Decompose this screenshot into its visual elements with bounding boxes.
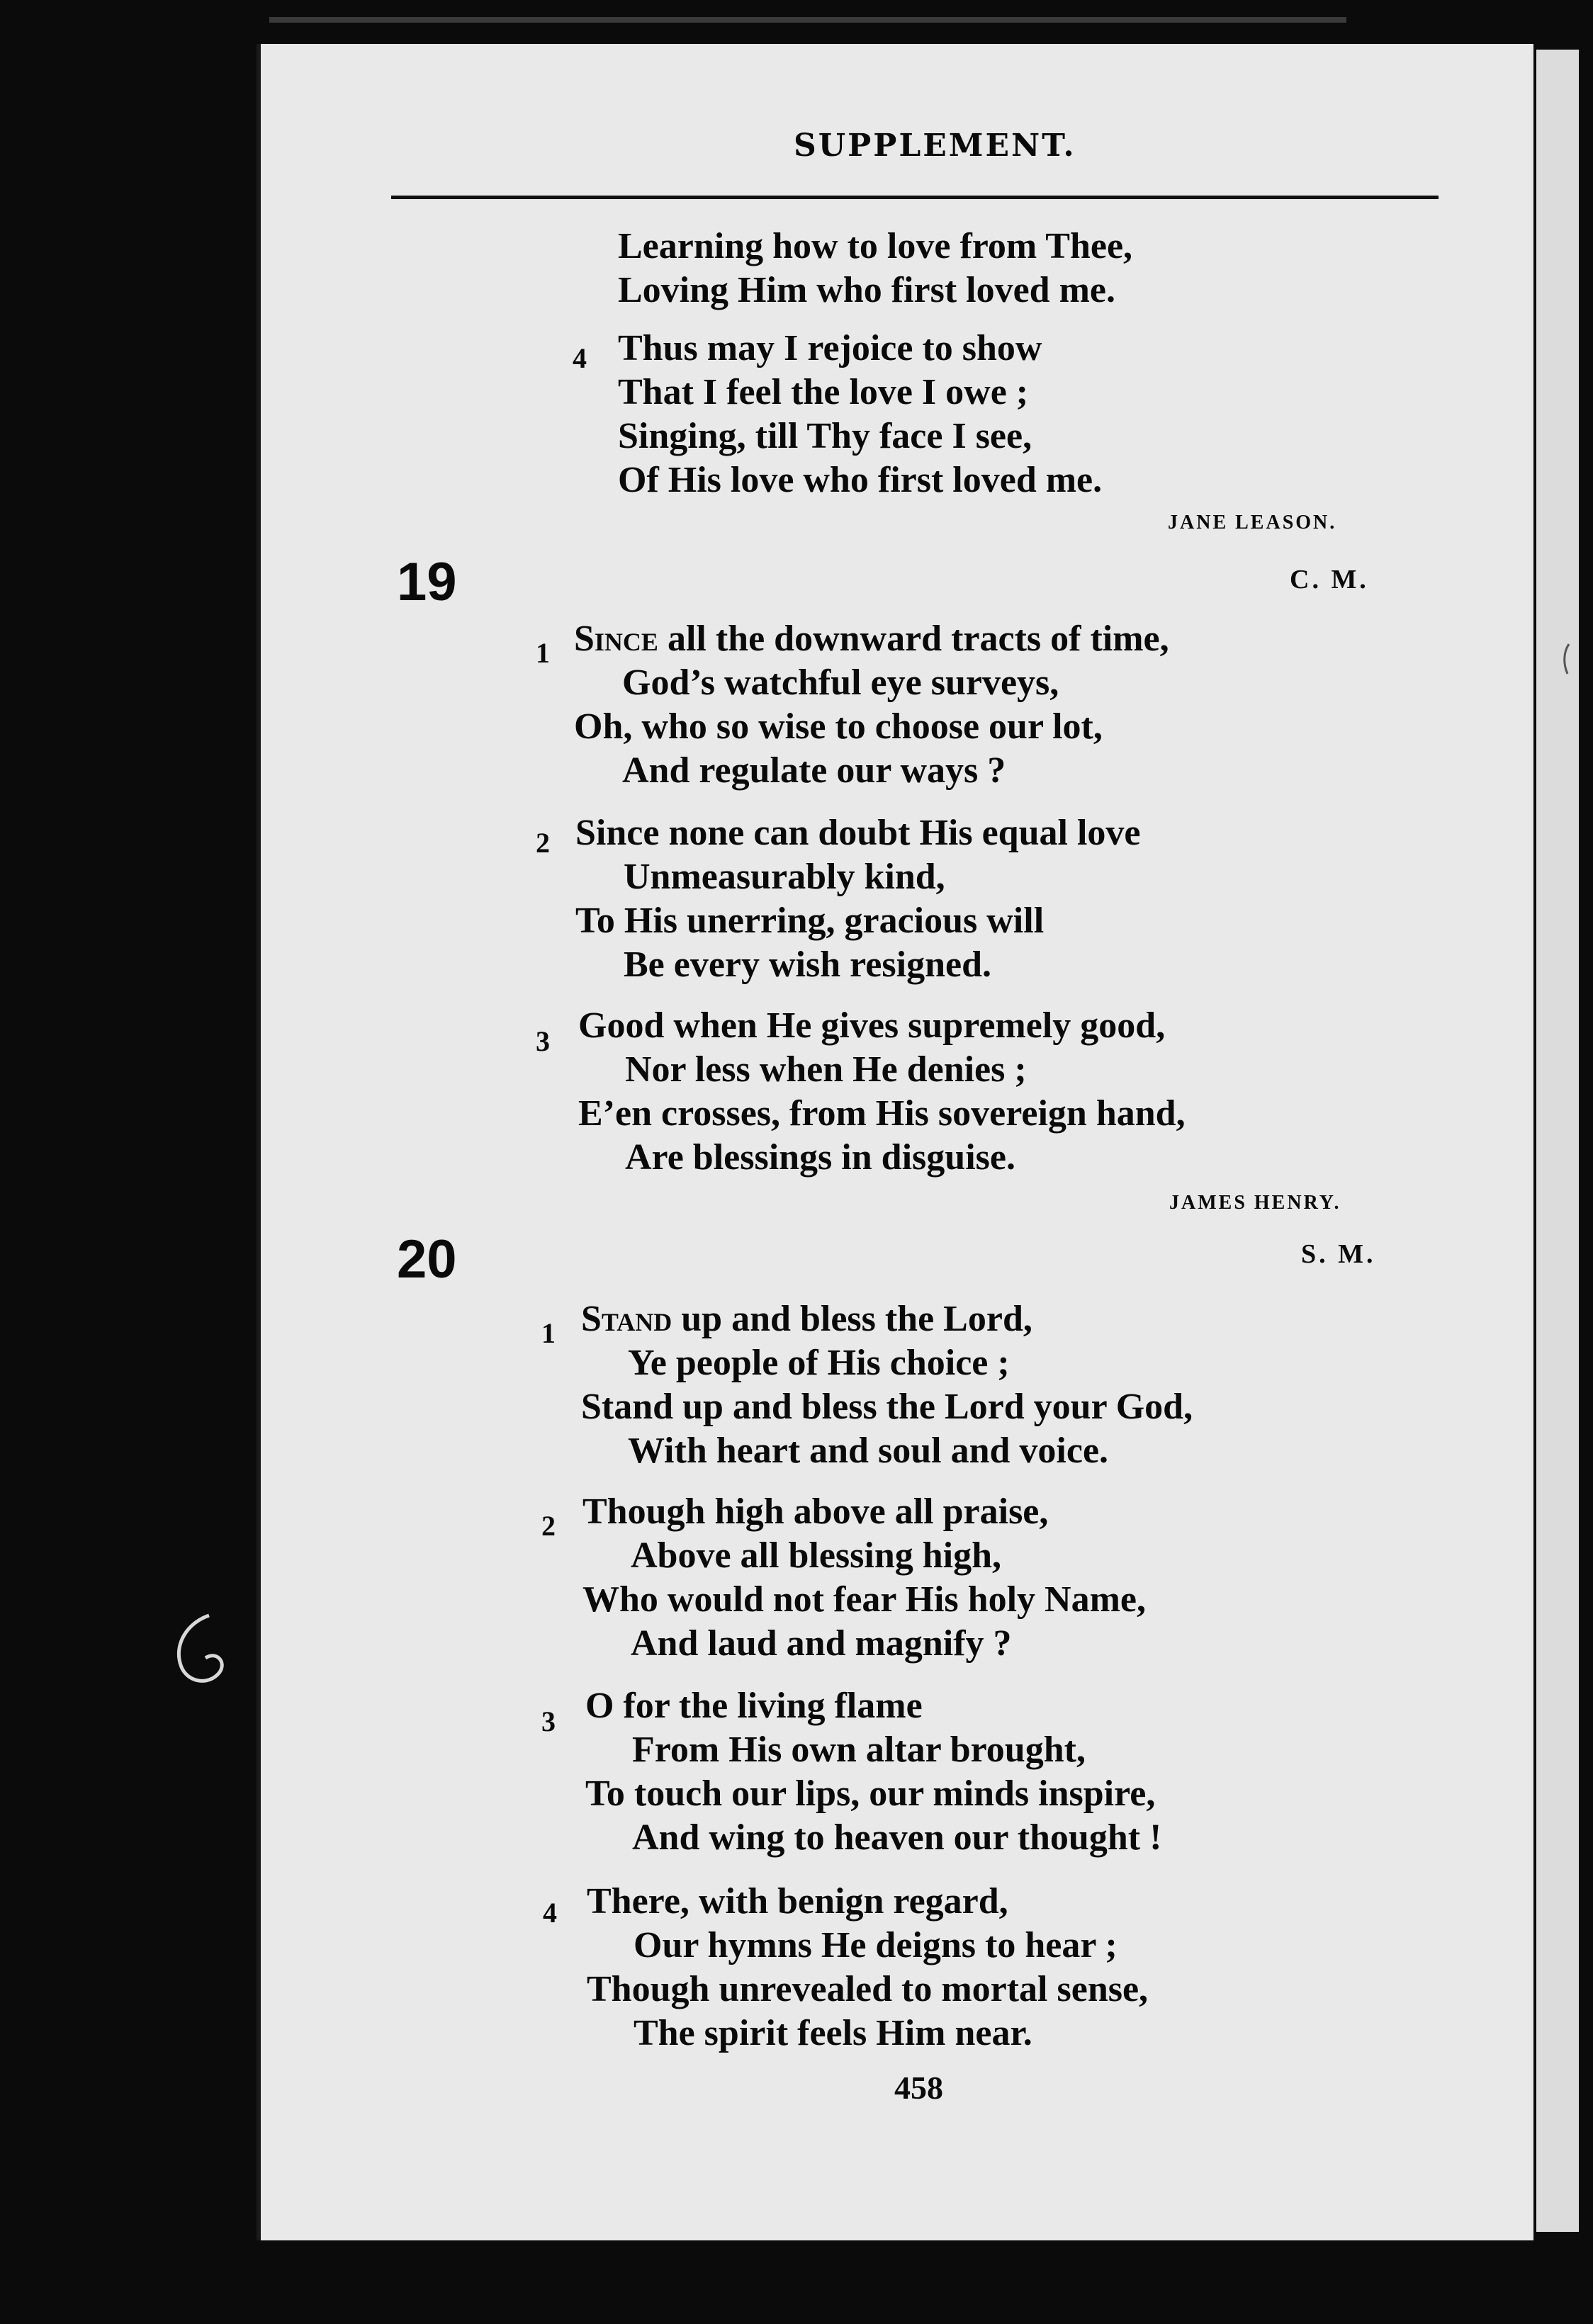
hymn-line: Be every wish resigned.	[624, 944, 991, 985]
hymn-line: Loving Him who first loved me.	[618, 270, 1115, 310]
hymn-author: JAMES HENRY.	[1169, 1192, 1341, 1214]
scan-mark-icon	[1559, 641, 1573, 677]
hymn-line: With heart and soul and voice.	[628, 1431, 1109, 1471]
scan-mark-icon	[159, 1608, 237, 1700]
hymn-line: Our hymns He deigns to hear ;	[634, 1925, 1118, 1965]
hymn-line: Nor less when He denies ;	[625, 1049, 1027, 1090]
hymn-line	[574, 618, 1169, 660]
hymn-line: Of His love who first loved me.	[618, 460, 1103, 500]
page-number: 458	[894, 2070, 943, 2106]
hymn-line: Above all blessing high,	[631, 1535, 1002, 1576]
running-header: SUPPLEMENT.	[794, 128, 1076, 164]
verse-number: 1	[536, 637, 550, 669]
verse-number: 3	[536, 1025, 550, 1057]
verse-number: 4	[543, 1897, 557, 1929]
first-word: Stand	[581, 1299, 672, 1339]
first-line-rest: all the downward tracts of time,	[658, 619, 1169, 659]
hymn-line: To touch our lips, our minds inspire,	[585, 1773, 1156, 1814]
hymn-line: That I feel the love I owe ;	[618, 372, 1029, 412]
hymn-line: Who would not fear His holy Name,	[582, 1579, 1146, 1620]
hymn-number: 20	[397, 1229, 457, 1290]
scan-top-edge	[269, 17, 1346, 23]
hymn-line: Ye people of His choice ;	[628, 1343, 1010, 1383]
hymn-line: O for the living flame	[585, 1686, 923, 1726]
hymn-number: 19	[397, 552, 457, 612]
hymn-line: To His unerring, gracious will	[575, 901, 1045, 941]
hymn-line: Though unrevealed to mortal sense,	[587, 1969, 1149, 2009]
first-line-rest: up and bless the Lord,	[672, 1299, 1032, 1339]
hymn-line: Since none can doubt His equal love	[575, 813, 1141, 853]
hymn-line: And wing to heaven our thought !	[632, 1817, 1162, 1858]
hymn-line: The spirit feels Him near.	[634, 2013, 1032, 2053]
first-word: Since	[574, 619, 658, 659]
hymn-line: Learning how to love from Thee,	[618, 226, 1133, 266]
hymn-meter: S. M.	[1301, 1239, 1376, 1269]
hymn-line: Good when He gives supremely good,	[578, 1005, 1166, 1046]
hymn-line: Though high above all praise,	[582, 1491, 1049, 1532]
hymn-line: Thus may I rejoice to show	[618, 328, 1042, 368]
hymn-line: And regulate our ways ?	[622, 750, 1006, 791]
hymn-line: E’en crosses, from His sovereign hand,	[578, 1093, 1186, 1134]
hymn-line: God’s watchful eye surveys,	[622, 662, 1059, 703]
hymn-line: Singing, till Thy face I see,	[618, 416, 1032, 456]
hymn-line: From His own altar brought,	[632, 1730, 1086, 1770]
hymn-line: Stand up and bless the Lord your God,	[581, 1387, 1193, 1427]
hymn-line: Oh, who so wise to choose our lot,	[574, 706, 1103, 747]
hymn-line: And laud and magnify ?	[631, 1623, 1012, 1664]
hymn-line	[581, 1298, 1032, 1340]
next-page-edge	[1536, 50, 1579, 2232]
hymn-meter: C. M.	[1290, 565, 1369, 594]
verse-number: 2	[536, 827, 550, 859]
verse-number: 4	[573, 342, 587, 374]
verse-number: 1	[541, 1317, 556, 1349]
verse-number: 3	[541, 1705, 556, 1737]
hymn-author: JANE LEASON.	[1168, 512, 1337, 534]
hymn-line: Are blessings in disguise.	[625, 1137, 1015, 1178]
header-rule	[391, 196, 1439, 199]
hymn-line: Unmeasurably kind,	[624, 857, 945, 897]
hymn-line: There, with benign regard,	[587, 1881, 1008, 1922]
verse-number: 2	[541, 1510, 556, 1542]
